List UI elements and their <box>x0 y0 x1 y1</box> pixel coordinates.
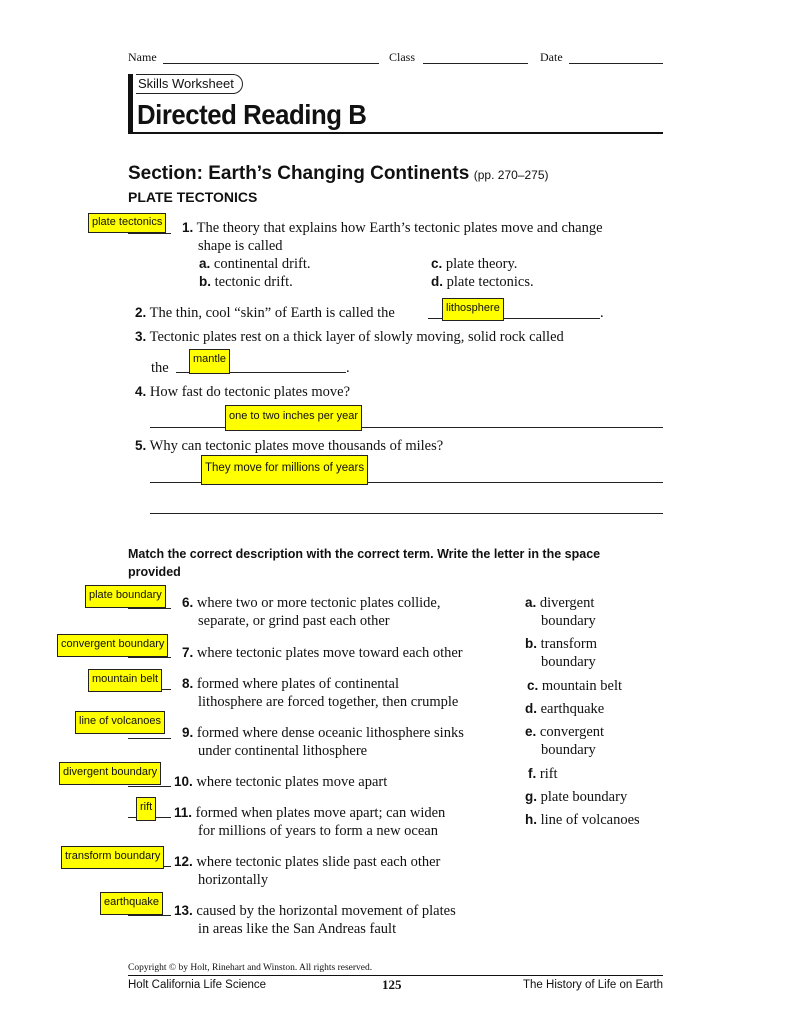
item11-text-line1: formed when plates move apart; can widen <box>195 805 446 821</box>
item6-answer-box[interactable]: plate boundary <box>85 585 166 608</box>
class-label: Class <box>389 50 416 64</box>
section-title <box>128 163 549 185</box>
q2-text: The thin, cool “skin” of Earth is called the <box>149 305 395 321</box>
item10 <box>174 773 387 791</box>
item7-text-line1: where tectonic plates move toward each other <box>196 645 463 661</box>
matching-instructions <box>128 545 600 581</box>
term-e-letter: e. <box>525 724 537 739</box>
q1-option-b-text: tectonic drift. <box>214 274 293 290</box>
title-rule <box>133 132 663 134</box>
item11-number: 11. <box>174 805 193 820</box>
item8-text-line1: formed where plates of continental <box>196 676 400 692</box>
term-g-letter: g. <box>525 789 537 804</box>
q1-option-c-text: plate theory. <box>445 256 518 272</box>
item7-answer-line <box>128 657 171 658</box>
q1-option-c[interactable] <box>431 256 517 273</box>
class-field <box>389 50 415 65</box>
item13 <box>174 902 456 920</box>
q4-answer-box[interactable]: one to two inches per year <box>225 405 362 431</box>
copyright: Copyright © by Holt, Rinehart and Winston. All rights reserved. <box>128 963 373 973</box>
term-a-text: divergent <box>539 595 595 611</box>
title-left-bar <box>128 74 133 134</box>
term-a-letter: a. <box>525 595 537 610</box>
term-b-letter: b. <box>525 636 537 651</box>
item8-number: 8. <box>182 676 194 691</box>
item13-number: 13. <box>174 903 193 918</box>
q3-text-line1: Tectonic plates rest on a thick layer of slowly moving, solid rock called <box>149 329 564 345</box>
class-line <box>423 63 528 64</box>
term-h-text: line of volcanoes <box>540 812 640 828</box>
q1-option-a[interactable] <box>199 256 311 273</box>
item9-answer-box[interactable]: line of volcanoes <box>75 711 165 734</box>
item6-answer-line <box>128 608 171 609</box>
q5-answer-line-2 <box>150 513 663 514</box>
q3-number: 3. <box>135 329 147 344</box>
q3-end: . <box>346 360 350 376</box>
matching-instructions-line2: provided <box>128 565 181 579</box>
item9-answer-line <box>128 738 171 739</box>
item13-answer-line <box>128 915 171 916</box>
q1-text-line1: The theory that explains how Earth’s tectonic plates move and change <box>196 220 603 236</box>
q3-question <box>135 328 564 346</box>
term-e-text-line2: boundary <box>541 742 596 758</box>
term-f-text: rift <box>539 766 558 782</box>
item11-text-line2: for millions of years to form a new ocean <box>198 823 438 839</box>
term-b-text-line2: boundary <box>541 654 596 670</box>
item6-number: 6. <box>182 595 194 610</box>
item9-text-line1: formed where dense oceanic lithosphere sinks <box>196 725 464 741</box>
term-g-text: plate boundary <box>540 789 628 805</box>
q1-option-a-text: continental drift. <box>213 256 311 272</box>
item8-answer-box[interactable]: mountain belt <box>88 669 162 692</box>
item10-number: 10. <box>174 774 193 789</box>
term-h-letter: h. <box>525 812 537 827</box>
item12-text-line2: horizontally <box>198 872 269 888</box>
q5-question <box>135 437 443 455</box>
item12-text-line1: where tectonic plates slide past each other <box>196 854 441 870</box>
q2-question <box>135 304 395 322</box>
term-d <box>525 700 604 718</box>
term-a <box>525 594 596 630</box>
item6-text-line2: separate, or grind past each other <box>198 613 390 629</box>
term-a-text-line2: boundary <box>541 613 596 629</box>
item13-text-line1: caused by the horizontal movement of plates <box>196 903 456 919</box>
item7-answer-box[interactable]: convergent boundary <box>57 634 168 657</box>
item11-answer-box[interactable]: rift <box>136 797 156 821</box>
item9 <box>182 724 464 742</box>
q1-text-line2: shape is called <box>198 238 283 254</box>
item6 <box>182 594 440 612</box>
q4-number: 4. <box>135 384 147 399</box>
item7 <box>182 644 463 662</box>
q1-option-b[interactable] <box>199 274 293 291</box>
term-b-text: transform <box>540 636 597 652</box>
section-pages: (pp. 270–275) <box>473 168 549 182</box>
q4-question <box>135 383 350 401</box>
item10-text-line1: where tectonic plates move apart <box>196 774 388 790</box>
item12-answer-box[interactable]: transform boundary <box>61 846 164 869</box>
term-f <box>528 765 558 783</box>
term-c <box>527 677 622 695</box>
term-e-text: convergent <box>539 724 605 740</box>
q2-answer-box[interactable]: lithosphere <box>442 298 504 321</box>
item8 <box>182 675 399 693</box>
date-label: Date <box>540 50 563 64</box>
term-c-text: mountain belt <box>541 678 623 694</box>
term-g <box>525 788 627 806</box>
q1-option-d-letter: d. <box>431 274 443 289</box>
section-title-text: Section: Earth’s Changing Continents <box>128 163 470 184</box>
q4-text: How fast do tectonic plates move? <box>149 384 351 400</box>
name-field <box>128 50 157 65</box>
item9-text-line2: under continental lithosphere <box>198 743 368 759</box>
item8-text-line2: lithosphere are forced together, then crumple <box>198 694 459 710</box>
matching-instructions-line1: Match the correct description with the correct term. Write the letter in the space <box>128 547 601 561</box>
term-h <box>525 811 640 829</box>
q2-number: 2. <box>135 305 147 320</box>
term-c-letter: c. <box>527 678 539 693</box>
q1-option-a-letter: a. <box>199 256 211 271</box>
q3-the: the <box>151 360 169 376</box>
worksheet-tag-text: Skills Worksheet <box>138 76 234 91</box>
q2-end: . <box>600 305 604 321</box>
item9-number: 9. <box>182 725 194 740</box>
q1-option-b-letter: b. <box>199 274 211 289</box>
q1-number: 1. <box>182 220 194 235</box>
name-line <box>163 63 379 64</box>
q5-number: 5. <box>135 438 147 453</box>
q1-option-d[interactable] <box>431 274 534 291</box>
q1-answer-box[interactable]: plate tectonics <box>88 213 166 233</box>
item13-text-line2: in areas like the San Andreas fault <box>198 921 397 937</box>
footer-chapter: The History of Life on Earth <box>523 979 663 991</box>
q5-text: Why can tectonic plates move thousands of miles? <box>149 438 444 454</box>
q1-option-c-letter: c. <box>431 256 443 271</box>
item12-number: 12. <box>174 854 193 869</box>
date-field <box>540 50 563 65</box>
q1-option-d-text: plate tectonics. <box>446 274 534 290</box>
section-subtitle: PLATE TECTONICS <box>128 189 258 205</box>
item10-answer-box[interactable]: divergent boundary <box>59 762 161 785</box>
term-e <box>525 723 604 759</box>
term-b <box>525 635 597 671</box>
q1-question <box>182 219 603 237</box>
item11 <box>174 804 445 822</box>
footer-page-number: 125 <box>382 977 402 992</box>
term-f-letter: f. <box>528 766 537 781</box>
term-d-text: earthquake <box>540 701 605 717</box>
q5-answer-box[interactable]: They move for millions of years <box>201 455 368 485</box>
footer-rule <box>128 975 663 976</box>
worksheet-tag <box>136 74 243 94</box>
name-label: Name <box>128 50 157 64</box>
item6-text-line1: where two or more tectonic plates collide, <box>196 595 441 611</box>
item13-answer-box[interactable]: earthquake <box>100 892 163 915</box>
item10-answer-line <box>128 786 171 787</box>
item7-number: 7. <box>182 645 194 660</box>
date-line <box>569 63 663 64</box>
footer-book: Holt California Life Science <box>128 979 267 991</box>
page-title: Directed Reading B <box>137 99 367 130</box>
q1-answer-line <box>128 233 171 234</box>
q3-answer-box[interactable]: mantle <box>189 349 230 374</box>
term-d-letter: d. <box>525 701 537 716</box>
item12 <box>174 853 440 871</box>
